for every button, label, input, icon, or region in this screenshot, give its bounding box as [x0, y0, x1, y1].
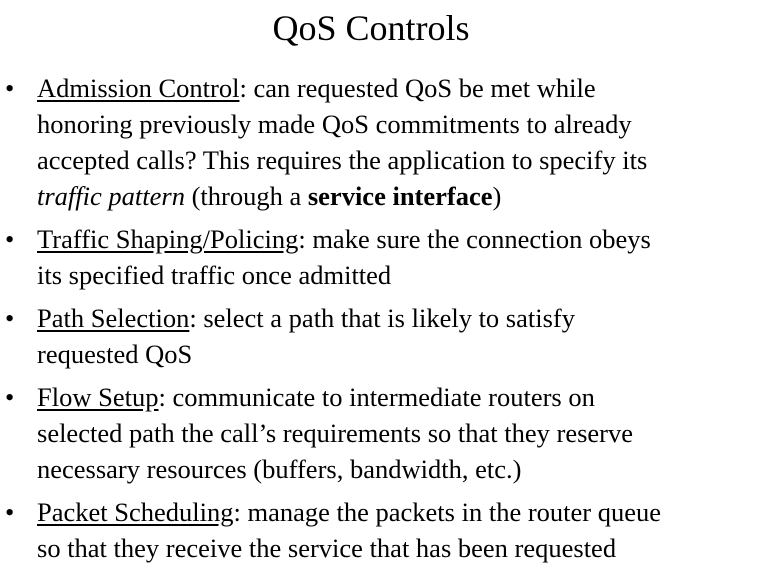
bullet-text: so that they receive the service that has been requested: [37, 533, 617, 563]
term-service-interface: service interface: [307, 181, 493, 211]
bullet-dot: •: [5, 73, 15, 103]
term-flow-setup: Flow Setup: [37, 382, 159, 412]
bullet-flow-setup: [0, 379, 768, 487]
bullet-path-selection: [0, 300, 768, 372]
bullet-dot: •: [5, 497, 15, 527]
bullet-text: its specified traffic once admitted: [37, 260, 392, 290]
bullet-dot: •: [5, 382, 15, 412]
term-traffic-pattern: traffic pattern: [37, 181, 185, 211]
bullet-text: selected path the call’s requirements so that they reserve: [37, 418, 634, 448]
bullet-text: (through a: [184, 181, 308, 211]
bullet-text: : can requested QoS be met while: [239, 73, 596, 103]
bullet-text: : make sure the connection obeys: [298, 224, 651, 254]
bullet-dot: •: [5, 303, 15, 333]
bullet-traffic-shaping: [0, 221, 768, 293]
bullet-text: honoring previously made QoS commitments to already: [37, 109, 632, 139]
bullet-text: requested QoS: [37, 339, 193, 369]
bullet-text: accepted calls? This requires the application to specify its: [37, 145, 648, 175]
slide-title: QoS Controls: [272, 8, 470, 48]
bullet-text: ): [492, 181, 502, 211]
bullet-admission-control: [0, 70, 768, 214]
term-traffic-shaping: Traffic Shaping/Policing: [37, 224, 299, 254]
term-admission-control: Admission Control: [37, 73, 240, 103]
bullet-text: : select a path that is likely to satisfy: [189, 303, 575, 333]
bullet-text: : manage the packets in the router queue: [233, 497, 662, 527]
term-packet-scheduling: Packet Scheduling: [37, 497, 234, 527]
bullet-dot: •: [5, 224, 15, 254]
bullet-list: [0, 70, 768, 573]
term-path-selection: Path Selection: [37, 303, 190, 333]
bullet-packet-scheduling: [0, 494, 768, 566]
bullet-text: necessary resources (buffers, bandwidth, etc.): [37, 454, 522, 484]
bullet-text: : communicate to intermediate routers on: [158, 382, 595, 412]
